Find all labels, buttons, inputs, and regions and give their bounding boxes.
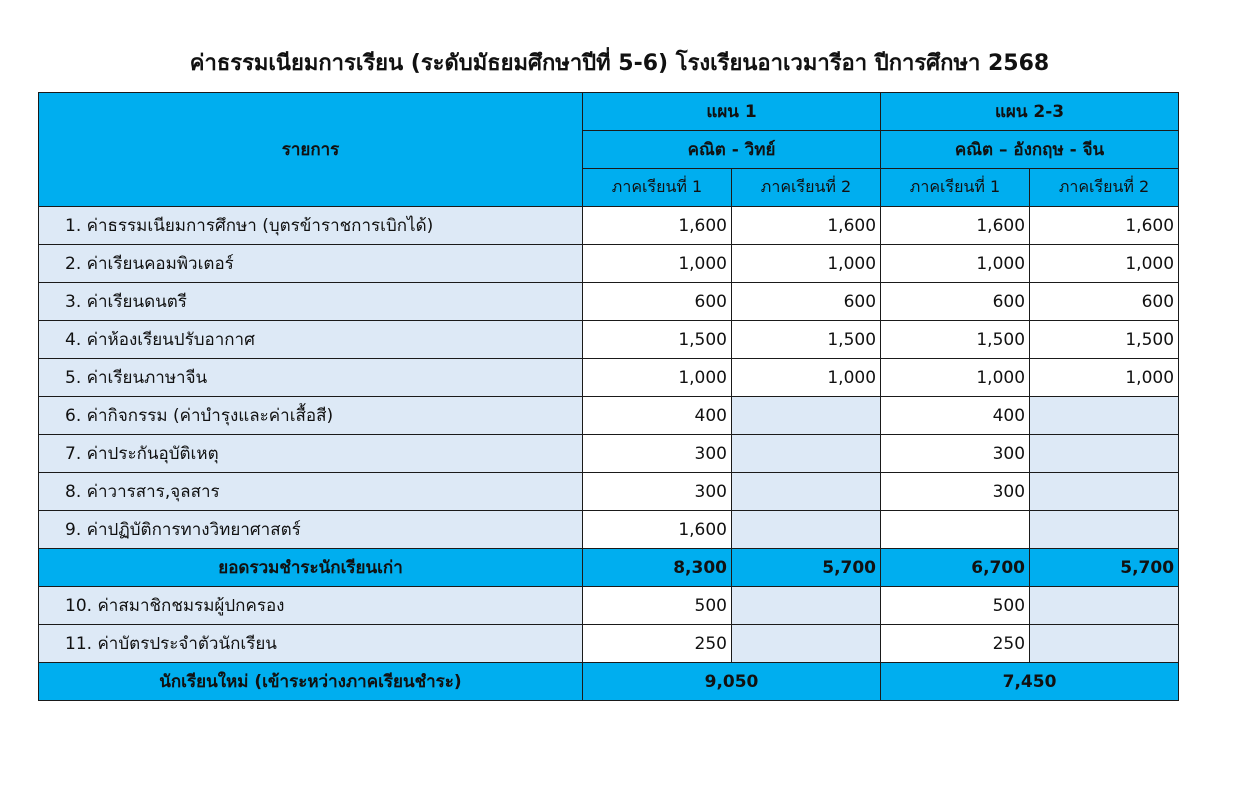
new-student-plan23-total: 7,450 <box>881 663 1179 701</box>
row-label: 10. ค่าสมาชิกชมรมผู้ปกครอง <box>39 587 583 625</box>
cell-value: 1,500 <box>1030 321 1179 359</box>
cell-value: 1,000 <box>583 359 732 397</box>
page-title: ค่าธรรมเนียมการเรียน (ระดับมัธยมศึกษาปีที่ 5-6) โรงเรียนอาเวมารีอา ปีการศึกษา 2568 <box>189 51 1050 76</box>
cell-value: 300 <box>583 473 732 511</box>
row-label: 5. ค่าเรียนภาษาจีน <box>39 359 583 397</box>
cell-value: 1,600 <box>732 207 881 245</box>
cell-value: 400 <box>583 397 732 435</box>
cell-value: 600 <box>881 283 1030 321</box>
cell-value: 250 <box>583 625 732 663</box>
cell-value <box>732 473 881 511</box>
plan1-header: แผน 1 <box>583 93 881 131</box>
cell-value: 500 <box>881 587 1030 625</box>
cell-value: 300 <box>583 435 732 473</box>
subtotal-value: 5,700 <box>732 549 881 587</box>
cell-value: 250 <box>881 625 1030 663</box>
plan1-track: คณิต - วิทย์ <box>583 131 881 169</box>
plan23-term1-header: ภาคเรียนที่ 1 <box>881 169 1030 207</box>
cell-value: 1,000 <box>732 245 881 283</box>
new-student-label: นักเรียนใหม่ (เข้าระหว่างภาคเรียนชำระ) <box>39 663 583 701</box>
cell-value <box>732 511 881 549</box>
cell-value: 1,000 <box>881 245 1030 283</box>
cell-value: 1,000 <box>881 359 1030 397</box>
cell-value: 600 <box>732 283 881 321</box>
subtotal-row <box>39 549 1179 587</box>
cell-value: 1,000 <box>1030 359 1179 397</box>
plan1-term1-header: ภาคเรียนที่ 1 <box>583 169 732 207</box>
table-row <box>39 625 1179 663</box>
cell-value: 1,500 <box>583 321 732 359</box>
cell-value <box>881 511 1030 549</box>
plan23-header: แผน 2-3 <box>881 93 1179 131</box>
cell-value: 300 <box>881 473 1030 511</box>
table-row <box>39 283 1179 321</box>
table-row <box>39 207 1179 245</box>
cell-value <box>732 397 881 435</box>
cell-value <box>732 435 881 473</box>
table-row <box>39 473 1179 511</box>
new-student-plan1-total: 9,050 <box>583 663 881 701</box>
row-label: 8. ค่าวารสาร,จุลสาร <box>39 473 583 511</box>
row-label: 6. ค่ากิจกรรม (ค่าบำรุงและค่าเสื้อสี) <box>39 397 583 435</box>
plan23-term2-header: ภาคเรียนที่ 2 <box>1030 169 1179 207</box>
cell-value <box>1030 397 1179 435</box>
cell-value: 500 <box>583 587 732 625</box>
subtotal-value: 8,300 <box>583 549 732 587</box>
row-label: 11. ค่าบัตรประจำตัวนักเรียน <box>39 625 583 663</box>
cell-value: 600 <box>1030 283 1179 321</box>
plan1-term2-header: ภาคเรียนที่ 2 <box>732 169 881 207</box>
cell-value: 600 <box>583 283 732 321</box>
table-row <box>39 587 1179 625</box>
cell-value: 1,500 <box>881 321 1030 359</box>
table-row <box>39 359 1179 397</box>
cell-value: 1,500 <box>732 321 881 359</box>
plan23-track: คณิต – อังกฤษ - จีน <box>881 131 1179 169</box>
item-column-header: รายการ <box>39 93 583 207</box>
fee-table <box>38 92 1179 701</box>
cell-value: 1,000 <box>732 359 881 397</box>
cell-value <box>1030 625 1179 663</box>
cell-value <box>732 625 881 663</box>
table-row <box>39 435 1179 473</box>
row-label: 2. ค่าเรียนคอมพิวเตอร์ <box>39 245 583 283</box>
subtotal-value: 6,700 <box>881 549 1030 587</box>
row-label: 7. ค่าประกันอุบัติเหตุ <box>39 435 583 473</box>
cell-value: 1,600 <box>1030 207 1179 245</box>
cell-value: 1,600 <box>583 207 732 245</box>
cell-value <box>732 587 881 625</box>
row-label: 4. ค่าห้องเรียนปรับอากาศ <box>39 321 583 359</box>
cell-value <box>1030 435 1179 473</box>
cell-value <box>1030 587 1179 625</box>
cell-value: 1,000 <box>1030 245 1179 283</box>
cell-value: 1,600 <box>881 207 1030 245</box>
table-row <box>39 397 1179 435</box>
cell-value <box>1030 473 1179 511</box>
row-label: 1. ค่าธรรมเนียมการศึกษา (บุตรข้าราชการเบิกได้) <box>39 207 583 245</box>
subtotal-label: ยอดรวมชำระนักเรียนเก่า <box>39 549 583 587</box>
cell-value: 1,000 <box>583 245 732 283</box>
row-label: 9. ค่าปฏิบัติการทางวิทยาศาสตร์ <box>39 511 583 549</box>
cell-value: 1,600 <box>583 511 732 549</box>
new-student-row <box>39 663 1179 701</box>
cell-value <box>1030 511 1179 549</box>
cell-value: 300 <box>881 435 1030 473</box>
row-label: 3. ค่าเรียนดนตรี <box>39 283 583 321</box>
subtotal-value: 5,700 <box>1030 549 1179 587</box>
cell-value: 400 <box>881 397 1030 435</box>
table-row <box>39 511 1179 549</box>
table-row <box>39 245 1179 283</box>
table-row <box>39 321 1179 359</box>
